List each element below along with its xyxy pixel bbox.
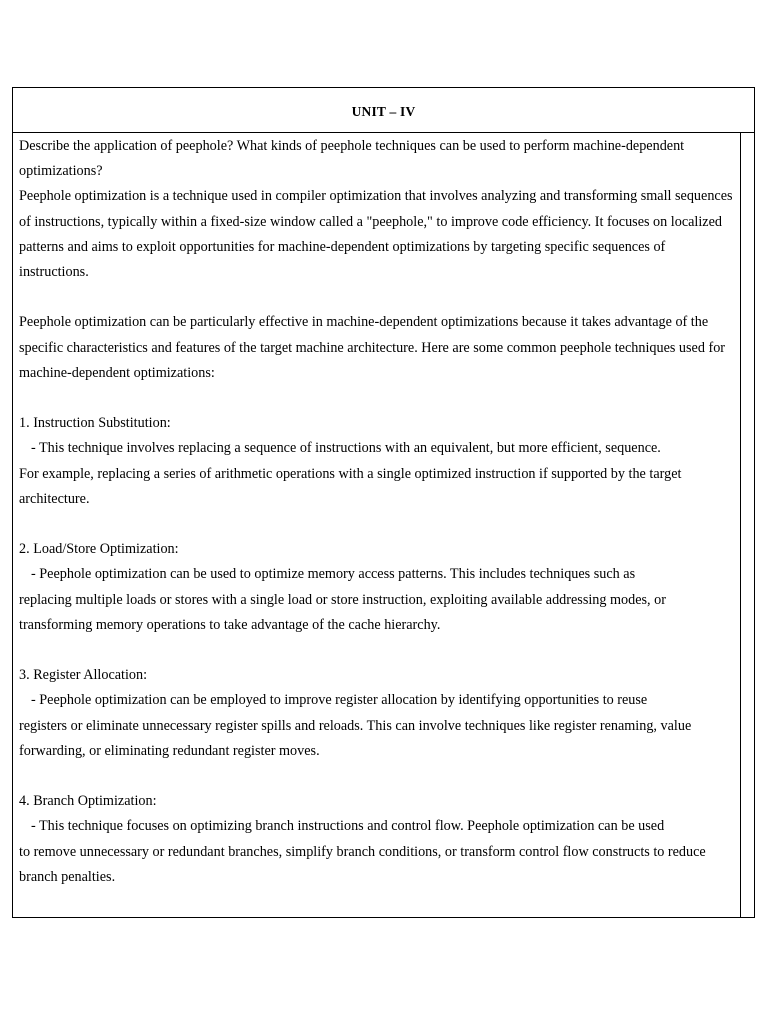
- intro-paragraph: Peephole optimization is a technique used in compiler optimization that involves analyzing and transforming small sequences of instructions, typically within a fixed-size window called a "peephole," to improve code efficiency. It focuses on localized patterns and aims to exploit opportunities for machine-dependent optimizations by targeting specific sequences of instructions.: [19, 188, 733, 281]
- technique-heading: 4. Branch Optimization:: [19, 793, 157, 810]
- second-paragraph: Peephole optimization can be particularly effective in machine-dependent optimizations because it takes advantage of the specific characteristics and features of the target machine architecture. Here are some common peephole techniques used for machine-dependent optimizations:: [19, 314, 726, 381]
- question-text: Describe the application of peephole? What kinds of peephole techniques can be used to perform machine-dependent optimizations?: [19, 138, 685, 180]
- technique-heading: 3. Register Allocation:: [19, 667, 148, 684]
- technique-heading: 1. Instruction Substitution:: [19, 415, 171, 432]
- technique-first-line: - Peephole optimization can be employed to improve register allocation by identifying opportunities to reuse: [31, 692, 648, 709]
- spacer: [19, 512, 735, 537]
- right-column-divider: [740, 133, 741, 917]
- technique-first-line: - This technique involves replacing a sequence of instructions with an equivalent, but more efficient, sequence.: [31, 440, 661, 457]
- technique-body: registers or eliminate unnecessary register spills and reloads. This can involve techniques like register renaming, value forwarding, or eliminating redundant register moves.: [19, 717, 692, 759]
- technique-heading: 2. Load/Store Optimization:: [19, 541, 179, 558]
- technique-body: replacing multiple loads or stores with a single load or store instruction, exploiting available addressing modes, or transforming memory operations to take advantage of the cache hierarchy.: [19, 591, 666, 633]
- unit-title: UNIT – IV: [351, 104, 416, 119]
- technique-body: to remove unnecessary or redundant branches, simplify branch conditions, or transform control flow constructs to reduce branch penalties.: [19, 843, 706, 885]
- technique-first-line: - Peephole optimization can be used to optimize memory access patterns. This includes techniques such as: [31, 566, 636, 583]
- technique-first-line: - This technique focuses on optimizing branch instructions and control flow. Peephole optimization can be used: [31, 818, 665, 835]
- title-row: [13, 88, 754, 133]
- spacer: [19, 764, 735, 789]
- technique-body: For example, replacing a series of arithmetic operations with a single optimized instruction if supported by the target architecture.: [19, 465, 682, 507]
- spacer: [19, 638, 735, 663]
- document-table: [12, 87, 755, 918]
- spacer: [19, 285, 735, 310]
- content-cell: [19, 134, 735, 890]
- spacer: [19, 386, 735, 411]
